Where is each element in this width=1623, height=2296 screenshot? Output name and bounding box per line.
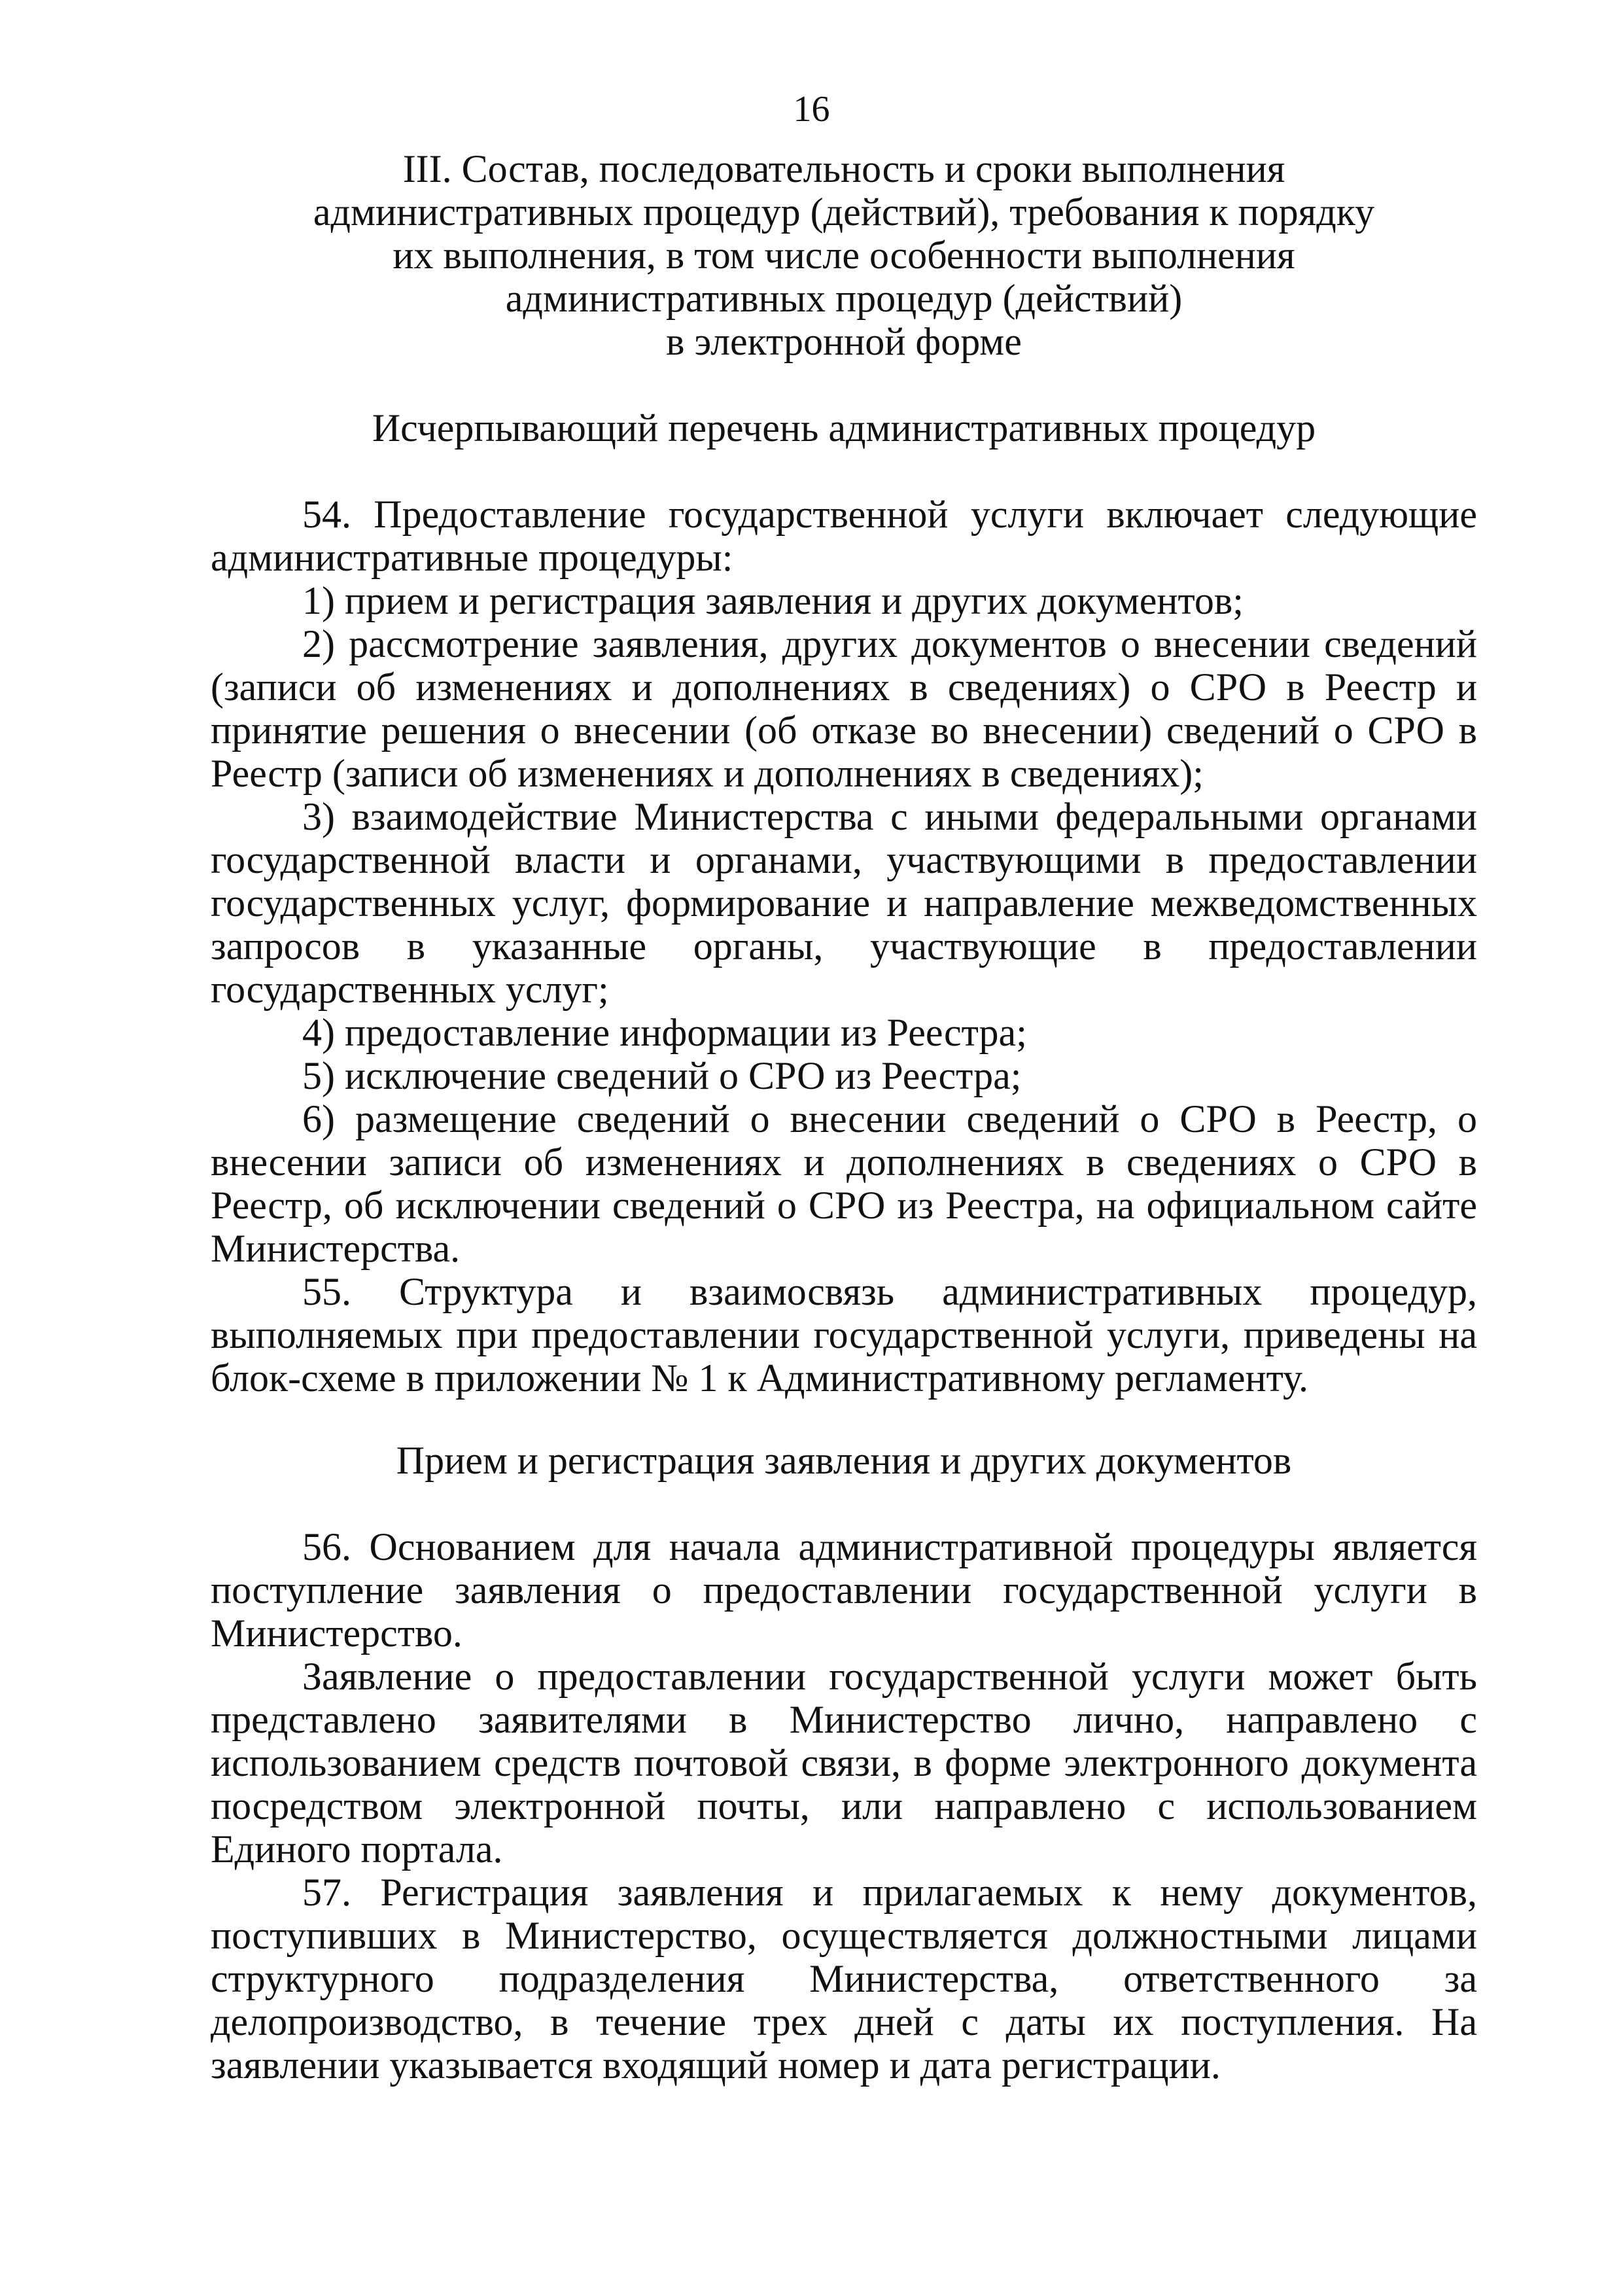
list-item-4: 4) предоставление информации из Реестра; xyxy=(302,1011,1027,1054)
list-item-2: 2) рассмотрение заявления, других документов о внесении сведений (записи об изменениях и дополнениях в сведениях) о СРО в Реестр и принятие решения о внесении (об отказе во внесении) сведений о СРО в Реестр (записи об изменениях и дополнениях в сведениях); xyxy=(211,622,1477,795)
paragraph-55: 55. Структура и взаимосвязь административных процедур, выполняемых при предоставлении государственной услуги, приведены на блок-схеме в приложении № 1 к Административному регламенту. xyxy=(211,1270,1477,1400)
section-title-line: административных процедур (действий) xyxy=(505,277,1183,320)
paragraph-56: 56. Основанием для начала административной процедуры является поступление заявления о предоставлении государственной услуги в Министерство. xyxy=(211,1525,1477,1655)
paragraph-application-submission: Заявление о предоставлении государственной услуги может быть представлено заявителями в Министерство лично, направлено с использованием средств почтовой связи, в форме электронного документа посредством электронной почты, или направлено с использованием Единого портала. xyxy=(211,1655,1477,1871)
paragraph-54: 54. Предоставление государственной услуги включает следующие административные процедуры: xyxy=(211,493,1477,579)
section-title-line: в электронной форме xyxy=(666,320,1022,363)
section-title-line: III. Состав, последовательность и сроки выполнения xyxy=(402,147,1285,190)
paragraph-57: 57. Регистрация заявления и прилагаемых к нему документов, поступивших в Министерство, осуществляется должностными лицами структурного подразделения Министерства, ответственного за делопроизводство, в течение трех дней с даты их поступления. На заявлении указывается входящий номер и дата регистрации. xyxy=(211,1871,1477,2087)
list-item-5: 5) исключение сведений о СРО из Реестра; xyxy=(302,1054,1022,1097)
list-item-1: 1) прием и регистрация заявления и других документов; xyxy=(302,579,1244,622)
list-item-6: 6) размещение сведений о внесении сведений о СРО в Реестр, о внесении записи об изменениях и дополнениях в сведениях о СРО в Реестр, об исключении сведений о СРО из Реестра, на официальном сайте Министерства. xyxy=(211,1097,1477,1270)
list-item-3: 3) взаимодействие Министерства с иными федеральными органами государственной власти и органами, участвующими в предоставлении государственных услуг, формирование и направление межведомственных запросов в указанные органы, участвующие в предоставлении государственных услуг; xyxy=(211,795,1477,1011)
section-title-line: административных процедур (действий), требования к порядку xyxy=(313,190,1375,234)
page-number: 16 xyxy=(793,89,830,130)
section-title xyxy=(211,147,1477,363)
section-title-line: их выполнения, в том числе особенности выполнения xyxy=(393,234,1295,277)
document-body xyxy=(211,147,1477,2087)
subheading-reception-registration: Прием и регистрация заявления и других документов xyxy=(396,1439,1292,1482)
subheading-procedures-list: Исчерпывающий перечень административных процедур xyxy=(372,406,1316,450)
